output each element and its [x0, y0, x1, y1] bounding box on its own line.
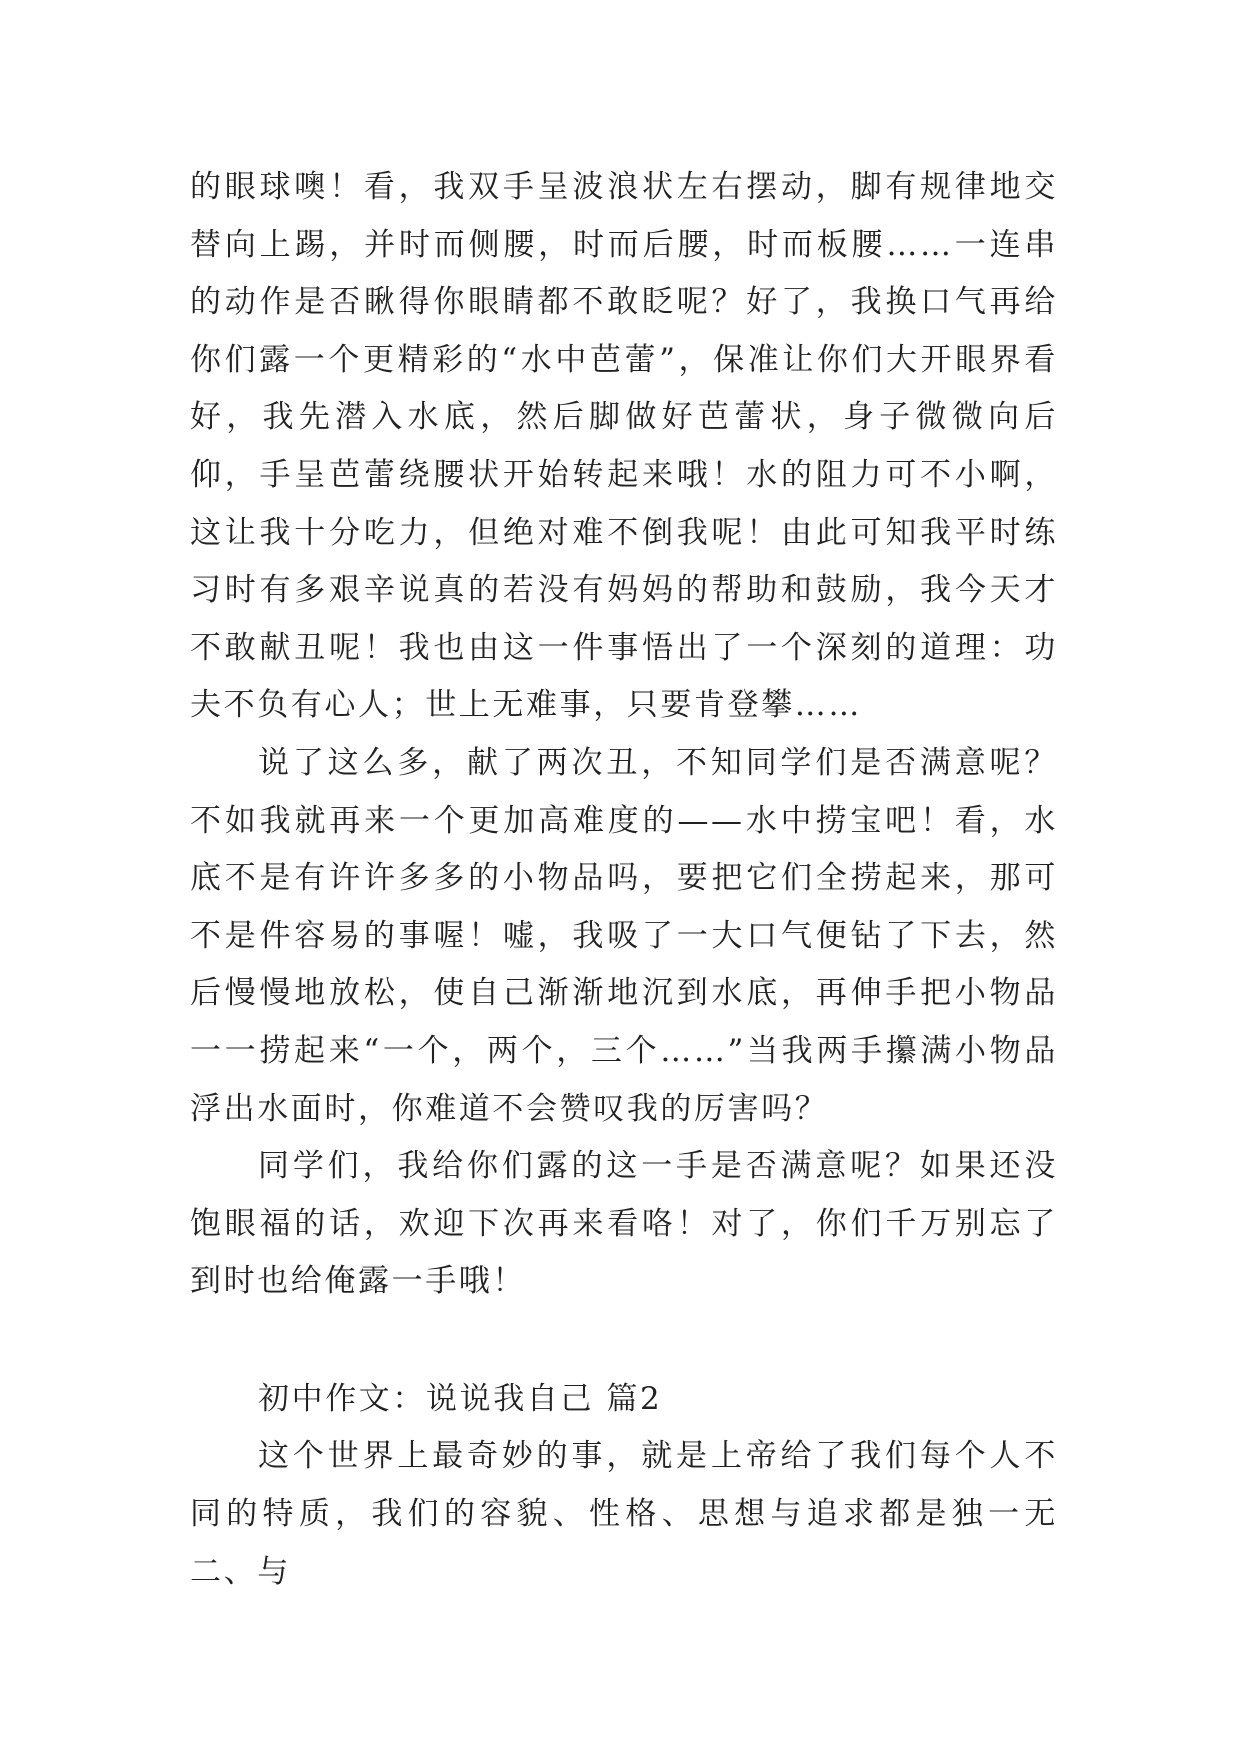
section-heading: 初中作文：说说我自己 篇2: [258, 1380, 663, 1417]
paragraph-section2-intro: 这个世界上最奇妙的事，就是上帝给了我们每个人不同的特质，我们的容貌、性格、思想与追求都是独一无二、与: [190, 1438, 1058, 1590]
article-body: [190, 159, 1058, 1601]
paragraph-closing: 同学们，我给你们露的这一手是否满意呢？如果还没饱眼福的话，欢迎下次再来看咯！对了，你们千万别忘了到时也给俺露一手哦！: [190, 1148, 1058, 1300]
section-gap: [190, 1311, 1058, 1371]
paragraph-treasure: 说了这么多，献了两次丑，不知同学们是否满意呢？不如我就再来一个更加高难度的——水中捞宝吧！看，水底不是有许许多多的小物品吗，要把它们全捞起来，那可不是件容易的事喔！嘘，我吸了一大口气便钻了下去，然后慢慢地放松，使自己渐渐地沉到水底，再伸手把小物品一一捞起来“一个，两个，三个……”当我两手攥满小物品浮出水面时，你难道不会赞叹我的厉害吗？: [190, 744, 1058, 1127]
paragraph-continued: 的眼球噢！看，我双手呈波浪状左右摆动，脚有规律地交替向上踢，并时而侧腰，时而后腰，时而板腰……一连串的动作是否瞅得你眼睛都不敢眨呢？好了，我换口气再给你们露一个更精彩的“水中芭蕾”，保准让你们大开眼界看好，我先潜入水底，然后脚做好芭蕾状，身子微微向后仰，手呈芭蕾绕腰状开始转起来哦！水的阻力可不小啊，这让我十分吃力，但绝对难不倒我呢！由此可知我平时练习时有多艰辛说真的若没有妈妈的帮助和鼓励，我今天才不敢献丑呢！我也由这一件事悟出了一个深刻的道理：功夫不负有心人；世上无难事，只要肯登攀……: [190, 169, 1058, 724]
